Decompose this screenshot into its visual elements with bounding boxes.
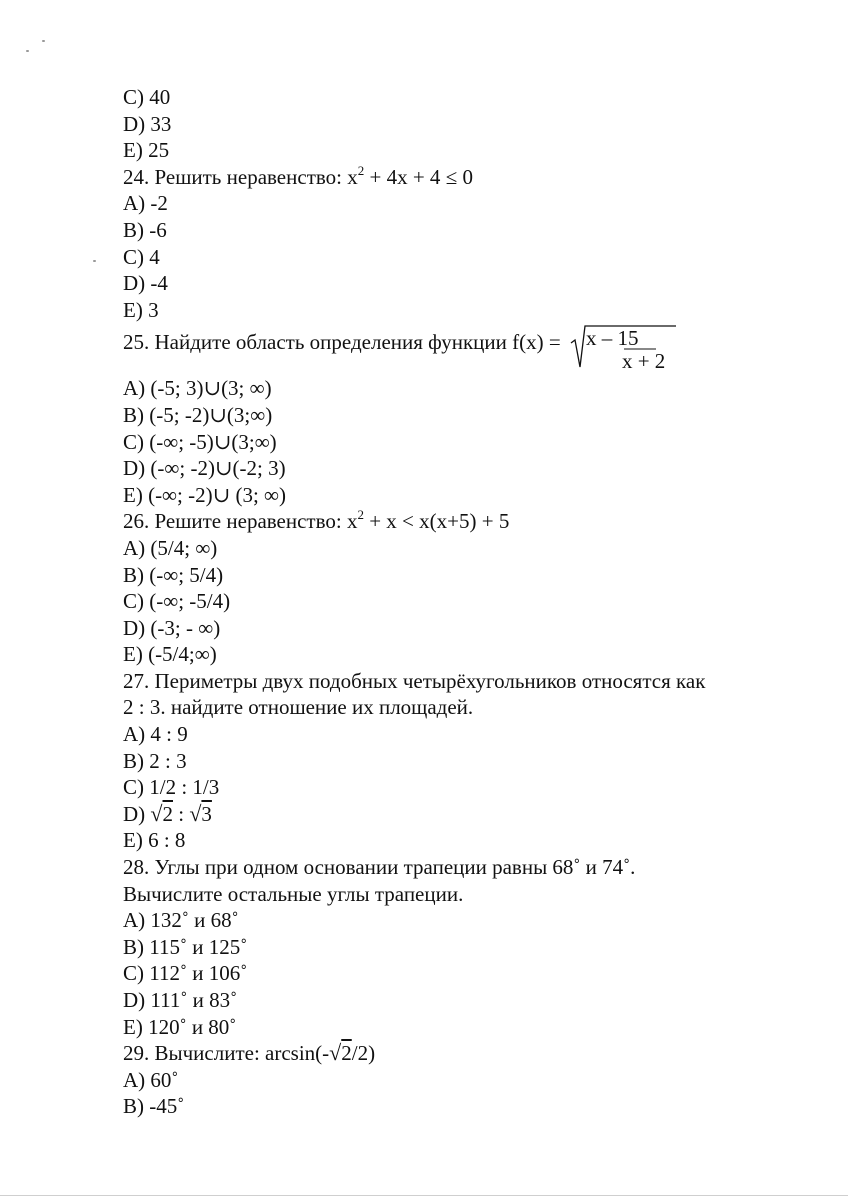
q26-option-c: C) (-∞; -5/4) bbox=[123, 589, 231, 614]
q27-option-d bbox=[123, 801, 783, 828]
q28-option-b: B) 115˚ и 125˚ bbox=[123, 934, 248, 959]
question-26 bbox=[123, 508, 783, 535]
q26-text: 26. Решите неравенство: x bbox=[123, 509, 358, 534]
q26-option-d: D) (-3; - ∞) bbox=[123, 615, 221, 640]
q25-option-e: E) (-∞; -2)∪ (3; ∞) bbox=[123, 482, 286, 507]
q29-text-end: /2) bbox=[351, 1041, 376, 1066]
q25-radical-numerator: x – 15 bbox=[585, 326, 639, 351]
sqrt-icon: √ bbox=[189, 800, 202, 826]
q26-option-b: B) (-∞; 5/4) bbox=[123, 562, 224, 587]
q24-exponent: 2 bbox=[357, 162, 365, 178]
q24-text: 24. Решить неравенство: x bbox=[123, 164, 358, 189]
q27-d-radicand-2: 3 bbox=[201, 801, 212, 826]
q25-radical bbox=[570, 323, 678, 374]
q25-option-c: C) (-∞; -5)∪(3;∞) bbox=[123, 429, 277, 454]
q29-text: 29. Вычислите: arcsin(- bbox=[123, 1041, 330, 1066]
q25-option-a: A) (-5; 3)∪(3; ∞) bbox=[123, 376, 272, 401]
q26-text-rest: + x < x(x+5) + 5 bbox=[363, 509, 510, 534]
scan-speck bbox=[26, 50, 29, 52]
q27-d-label: D) bbox=[123, 801, 151, 826]
q27-d-radicand-1: 2 bbox=[162, 801, 173, 826]
scan-speck bbox=[93, 260, 96, 262]
q28-option-c: C) 112˚ и 106˚ bbox=[123, 961, 248, 986]
q24-text-rest: + 4x + 4 ≤ 0 bbox=[364, 164, 473, 189]
scan-edge-line bbox=[0, 1195, 848, 1196]
question-25 bbox=[123, 323, 783, 375]
q27-option-b: B) 2 : 3 bbox=[123, 748, 187, 773]
q24-option-d: D) -4 bbox=[123, 271, 168, 296]
q29-radicand: 2 bbox=[341, 1041, 352, 1066]
q26-option-e: E) (-5/4;∞) bbox=[123, 642, 217, 667]
q23-option-e: E) 25 bbox=[123, 138, 170, 163]
q24-option-b: B) -6 bbox=[123, 217, 167, 242]
question-27-cont: 2 : 3. найдите отношение их площадей. bbox=[123, 695, 474, 720]
sqrt-icon: √ bbox=[329, 1040, 342, 1066]
q28-option-e: E) 120˚ и 80˚ bbox=[123, 1014, 237, 1039]
scan-speck bbox=[42, 40, 45, 42]
q27-d-separator: : bbox=[173, 801, 190, 826]
question-29 bbox=[123, 1040, 783, 1067]
q29-option-a: A) 60˚ bbox=[123, 1067, 179, 1092]
q24-option-e: E) 3 bbox=[123, 297, 159, 322]
q27-option-c: C) 1/2 : 1/3 bbox=[123, 775, 220, 800]
q25-option-b: B) (-5; -2)∪(3;∞) bbox=[123, 402, 273, 427]
q28-option-a: A) 132˚ и 68˚ bbox=[123, 908, 239, 933]
question-24 bbox=[123, 164, 783, 191]
q27-option-e: E) 6 : 8 bbox=[123, 828, 186, 853]
q29-option-b: B) -45˚ bbox=[123, 1094, 185, 1119]
q25-radical-denominator: x + 2 bbox=[621, 349, 666, 374]
q28-option-d: D) 111˚ и 83˚ bbox=[123, 988, 238, 1012]
test-questions bbox=[123, 84, 783, 1120]
question-28-cont: Вычислите остальные углы трапеции. bbox=[123, 881, 464, 906]
q23-option-d: D) 33 bbox=[123, 111, 172, 136]
q25-text: 25. Найдите область определения функции f(x) = bbox=[123, 330, 561, 355]
q24-option-c: C) 4 bbox=[123, 244, 160, 269]
q26-option-a: A) (5/4; ∞) bbox=[123, 535, 218, 560]
question-27: 27. Периметры двух подобных четырёхугольников относятся как bbox=[123, 668, 706, 693]
question-28: 28. Углы при одном основании трапеции равны 68˚ и 74˚. bbox=[123, 855, 636, 880]
q24-option-a: A) -2 bbox=[123, 191, 168, 216]
q23-option-c: C) 40 bbox=[123, 85, 171, 109]
q26-exponent: 2 bbox=[357, 507, 364, 523]
q25-option-d: D) (-∞; -2)∪(-2; 3) bbox=[123, 456, 286, 481]
q27-option-a: A) 4 : 9 bbox=[123, 722, 188, 747]
sqrt-icon: √ bbox=[150, 800, 163, 826]
